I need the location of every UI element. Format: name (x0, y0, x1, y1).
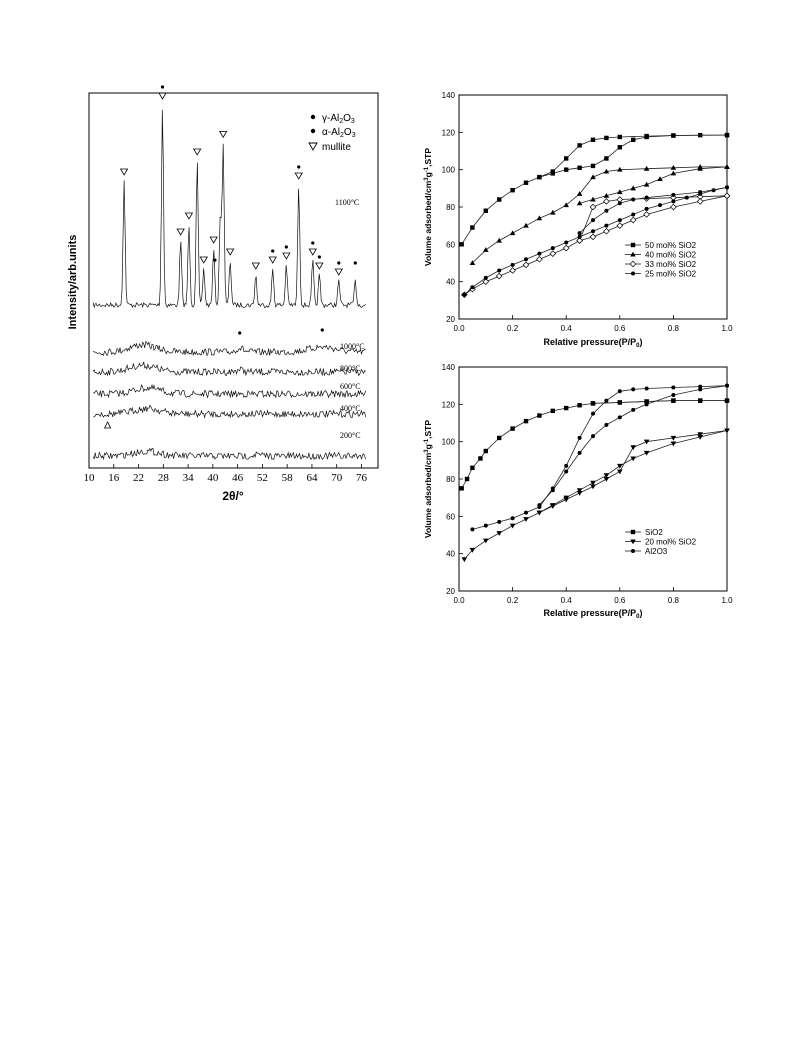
isotherm-point (478, 456, 482, 460)
xrd-temp-label: 800°C (340, 364, 361, 373)
isotherm-point (645, 386, 649, 390)
isotherm-point (524, 419, 528, 423)
xrd-panel (67, 85, 378, 503)
legend-label: 50 mol% SiO2 (645, 241, 697, 250)
alumina-peak-marker (297, 165, 300, 168)
isotherm-point (564, 156, 568, 160)
isotherm-point (483, 247, 489, 252)
x-tick-label: 0.2 (507, 324, 519, 333)
isotherm-point (725, 133, 729, 137)
isotherm-point (604, 199, 610, 205)
mullite-peak-marker (252, 263, 259, 269)
xrd-x-tick-label: 40 (207, 472, 219, 484)
isotherm-point (591, 434, 595, 438)
isotherm-point (577, 166, 581, 170)
x-tick-label: 0.8 (667, 324, 679, 333)
isotherm-point (725, 185, 729, 189)
x-tick-label: 0.4 (560, 596, 572, 605)
isotherm-point (631, 408, 635, 412)
xrd-x-tick-label: 52 (256, 472, 268, 484)
mullite-peak-marker (316, 263, 323, 269)
isotherm-point (577, 403, 581, 407)
y-tick-label: 120 (441, 400, 455, 410)
isotherm-point (631, 138, 635, 142)
bet-bottom-curves (459, 384, 729, 562)
isotherm-point (537, 175, 541, 179)
isotherm-point (578, 436, 582, 440)
alumina-peak-marker (271, 249, 274, 252)
isotherm-adsorption-line (472, 386, 727, 530)
isotherm-point (698, 190, 702, 194)
isotherm-point (725, 398, 729, 402)
alumina-peak-marker (337, 261, 340, 264)
isotherm-point (564, 167, 568, 171)
isotherm-point (591, 164, 595, 168)
isotherm-point (551, 246, 555, 250)
bet-bottom-legend (625, 528, 697, 556)
isotherm-point (618, 145, 622, 149)
xrd-temperature-labels (335, 198, 365, 440)
bet-top-y-axis-label: Volume adsorbed/$cm^3g^{-1},STP$ (423, 147, 433, 267)
isotherm-point (524, 257, 528, 261)
isotherm-point (617, 223, 623, 229)
isotherm-point (645, 196, 649, 200)
legend-label: Al2O3 (645, 547, 668, 556)
legend-mullite-label: mullite (322, 142, 351, 153)
isotherm-point (550, 210, 556, 215)
legend-gamma-label: $\gamma-Al_2O_3$ (322, 113, 355, 125)
xrd-trace-800c (93, 362, 366, 376)
isotherm-point (671, 386, 675, 390)
legend-marker-icon (631, 272, 635, 276)
x-tick-label: 0.8 (667, 596, 679, 605)
alumina-peak-marker (354, 261, 357, 264)
mullite-peak-marker (309, 249, 316, 255)
mullite-peak-marker (220, 131, 227, 137)
isotherm-point (631, 212, 635, 216)
isotherm-point (591, 218, 595, 222)
mullite-peak-marker (194, 149, 201, 155)
isotherm-point (470, 285, 474, 289)
xrd-curves (93, 110, 366, 460)
x-tick-label: 1.0 (721, 596, 733, 605)
isotherm-point (671, 393, 675, 397)
isotherm-point (484, 449, 488, 453)
alpha-al2o3-marker-icon (311, 129, 315, 133)
xrd-x-tick-label: 22 (133, 472, 145, 484)
isotherm-point (604, 209, 608, 213)
legend-label: 40 mol% SiO2 (645, 250, 697, 260)
xrd-peak-markers (105, 85, 360, 428)
xrd-trace-200c (93, 448, 366, 459)
x-tick-label: 0.6 (614, 324, 626, 333)
legend-label: SiO2 (645, 528, 663, 537)
isotherm-point (497, 268, 501, 272)
isotherm-point (496, 531, 502, 536)
isotherm-point (537, 511, 543, 516)
xrd-x-tick-label: 64 (306, 472, 318, 484)
isotherm-point (645, 402, 649, 406)
x-tick-label: 0.0 (453, 324, 465, 333)
isotherm-point (465, 477, 469, 481)
isotherm-point (630, 456, 636, 461)
mullite-peak-marker (121, 169, 128, 175)
isotherm-point (724, 193, 730, 199)
isotherm-point (604, 224, 608, 228)
isotherm-point (551, 409, 555, 413)
isotherm-point (604, 423, 608, 427)
x-tick-label: 1.0 (721, 324, 733, 333)
xrd-temp-label: 200°C (340, 431, 361, 440)
isotherm-point (590, 174, 596, 179)
isotherm-point (604, 156, 608, 160)
y-tick-label: 20 (446, 587, 455, 596)
isotherm-point (578, 235, 582, 239)
bet-top-x-axis-label: Relative $pressure(P/P_0)$ (543, 337, 643, 349)
isotherm-point (510, 230, 516, 235)
isotherm-point (725, 384, 729, 388)
mullite-peak-marker (210, 237, 217, 243)
isotherm-desorption-line (593, 401, 727, 404)
xrd-temp-label: 1100°C (335, 198, 360, 207)
xrd-trace-1100c (93, 110, 366, 308)
isotherm-point (523, 223, 529, 228)
isotherm-point (604, 228, 610, 234)
isotherm-point (510, 188, 514, 192)
isotherm-point (510, 524, 516, 529)
isotherm-point (698, 387, 702, 391)
xrd-x-tick-label: 16 (108, 472, 120, 484)
xrd-y-axis-label: Intensity/arb.units (67, 234, 79, 330)
y-tick-label: 140 (441, 363, 455, 372)
mullite-peak-marker (269, 257, 276, 263)
alumina-peak-marker (161, 85, 164, 88)
isotherm-point (497, 197, 501, 201)
isotherm-point (724, 164, 730, 169)
bet-top-panel (423, 91, 733, 349)
isotherm-point (618, 201, 622, 205)
isotherm-point (510, 268, 516, 274)
bet-top-legend (625, 241, 697, 279)
isotherm-point (631, 387, 635, 391)
isotherm-point (671, 193, 675, 197)
y-tick-label: 140 (441, 91, 455, 100)
y-tick-label: 100 (441, 165, 455, 175)
isotherm-point (630, 217, 636, 223)
legend-marker-icon (631, 243, 635, 247)
isotherm-point (470, 466, 474, 470)
alumina-peak-marker (311, 241, 314, 244)
x-tick-label: 0.6 (614, 596, 626, 605)
isotherm-point (537, 252, 541, 256)
legend-label: 20 mol% SiO2 (645, 537, 697, 547)
isotherm-point (496, 273, 502, 279)
isotherm-point (618, 415, 622, 419)
mullite-marker-icon (309, 143, 317, 150)
isotherm-point (523, 262, 529, 268)
isotherm-point (564, 470, 568, 474)
xrd-x-axis-label: 2θ/° (222, 489, 244, 503)
y-tick-label: 60 (446, 512, 455, 522)
isotherm-point (564, 464, 568, 468)
isotherm-point (459, 242, 463, 246)
alumina-peak-marker (213, 259, 216, 262)
isotherm-point (470, 225, 474, 229)
isotherm-point (590, 234, 596, 240)
isotherm-point (618, 218, 622, 222)
x-tick-label: 0.0 (453, 596, 465, 605)
isotherm-point (470, 527, 474, 531)
mullite-peak-marker (283, 253, 290, 259)
isotherm-desorption-line (580, 196, 727, 241)
y-tick-label: 100 (441, 437, 455, 447)
mullite-peak-marker (335, 269, 342, 275)
alumina-peak-marker (321, 328, 324, 331)
isotherm-point (671, 204, 677, 210)
isotherm-point (617, 470, 623, 475)
xrd-x-tick-label: 46 (232, 472, 244, 484)
alumina-peak-marker (238, 331, 241, 334)
y-tick-label: 40 (446, 549, 455, 559)
isotherm-point (537, 256, 543, 262)
y-tick-label: 120 (441, 128, 455, 138)
isotherm-desorption-line (580, 187, 727, 233)
isotherm-point (658, 203, 662, 207)
isotherm-point (578, 231, 582, 235)
mullite-peak-marker (295, 173, 302, 179)
xrd-temp-label: 1000°C (340, 342, 365, 351)
isotherm-point (671, 199, 675, 203)
legend-alpha-label: $\alpha-Al_2O_3$ (322, 127, 356, 139)
isotherm-point (590, 204, 596, 210)
isotherm-point (497, 520, 501, 524)
isotherm-point (644, 451, 650, 456)
isotherm-point (578, 451, 582, 455)
isotherm-point (462, 293, 466, 297)
isotherm-point (618, 389, 622, 393)
xrd-x-tick-label: 70 (331, 472, 343, 484)
isotherm-point (483, 539, 489, 544)
legend-marker-icon (630, 261, 636, 267)
isotherm-point (671, 398, 675, 402)
isotherm-point (551, 488, 555, 492)
isotherm-point (523, 517, 529, 522)
isotherm-point (698, 398, 702, 402)
legend-label: 25 mol% SiO2 (645, 269, 697, 279)
y-tick-label: 40 (446, 277, 455, 287)
isotherm-point (484, 276, 488, 280)
isotherm-point (644, 212, 650, 218)
xrd-x-tick-label: 76 (355, 472, 367, 484)
y-tick-label: 20 (446, 315, 455, 324)
low-temp-peak-marker (105, 422, 111, 428)
isotherm-point (537, 413, 541, 417)
isotherm-point (459, 486, 463, 490)
isotherm-point (551, 171, 555, 175)
xrd-temp-label: 600°C (340, 382, 361, 391)
isotherm-point (591, 138, 595, 142)
isotherm-point (645, 207, 649, 211)
bet-bottom-y-axis-label: Volume adsorbed/$cm^3g^{-1},STP$ (423, 419, 433, 539)
isotherm-point (697, 199, 703, 205)
isotherm-point (510, 426, 514, 430)
isotherm-point (563, 245, 569, 251)
isotherm-point (630, 445, 636, 450)
xrd-x-tick-label: 10 (83, 472, 95, 484)
bet-bottom-x-axis-label: Relative $pressure(P/P_0)$ (543, 608, 643, 620)
isotherm-point (462, 557, 468, 562)
isotherm-point (550, 251, 556, 257)
isotherm-point (484, 524, 488, 528)
xrd-x-ticks (84, 464, 368, 484)
isotherm-point (564, 406, 568, 410)
xrd-x-tick-label: 28 (157, 472, 169, 484)
y-tick-label: 80 (446, 475, 455, 484)
xrd-legend (309, 113, 356, 153)
legend-marker-icon (631, 530, 635, 534)
mullite-peak-marker (159, 93, 166, 99)
xrd-x-tick-label: 58 (281, 472, 293, 484)
mullite-peak-marker (227, 249, 234, 255)
bet-bottom-axes (442, 363, 733, 605)
isotherm-point (497, 436, 501, 440)
isotherm-point (496, 238, 502, 243)
isotherm-point (644, 440, 650, 445)
isotherm-point (591, 401, 595, 405)
mullite-peak-marker (185, 213, 192, 219)
isotherm-adsorption-line (462, 135, 727, 244)
y-tick-label: 60 (446, 240, 455, 250)
isotherm-point (604, 136, 608, 140)
alumina-peak-marker (285, 245, 288, 248)
xrd-x-tick-label: 34 (182, 472, 194, 484)
isotherm-point (685, 196, 689, 200)
isotherm-point (631, 198, 635, 202)
mullite-peak-marker (177, 229, 184, 235)
xrd-trace-1000c (93, 342, 366, 356)
isotherm-point (511, 516, 515, 520)
isotherm-point (577, 143, 581, 147)
isotherm-point (524, 181, 528, 185)
isotherm-point (604, 399, 608, 403)
isotherm-point (618, 135, 622, 139)
isotherm-point (511, 263, 515, 267)
legend-marker-icon (631, 549, 635, 553)
isotherm-point (591, 412, 595, 416)
mullite-peak-marker (200, 257, 207, 263)
bet-bottom-panel (423, 363, 733, 620)
isotherm-point (564, 240, 568, 244)
isotherm-point (537, 503, 541, 507)
isotherm-point (524, 511, 528, 515)
legend-marker-icon (630, 540, 636, 545)
alumina-peak-marker (318, 255, 321, 258)
xrd-trace-400c (93, 405, 366, 417)
xrd-temp-label: 400°C (340, 404, 361, 413)
isotherm-point (644, 135, 648, 139)
isotherm-point (671, 133, 675, 137)
isotherm-point (591, 229, 595, 233)
legend-label: 33 mol% SiO2 (645, 260, 697, 269)
xrd-trace-600c (93, 385, 366, 397)
x-tick-label: 0.4 (560, 324, 572, 333)
y-tick-label: 80 (446, 203, 455, 212)
isotherm-desorption-line (580, 167, 727, 203)
gamma-al2o3-marker-icon (311, 115, 315, 119)
isotherm-point (618, 400, 622, 404)
isotherm-point (484, 209, 488, 213)
x-tick-label: 0.2 (507, 596, 519, 605)
